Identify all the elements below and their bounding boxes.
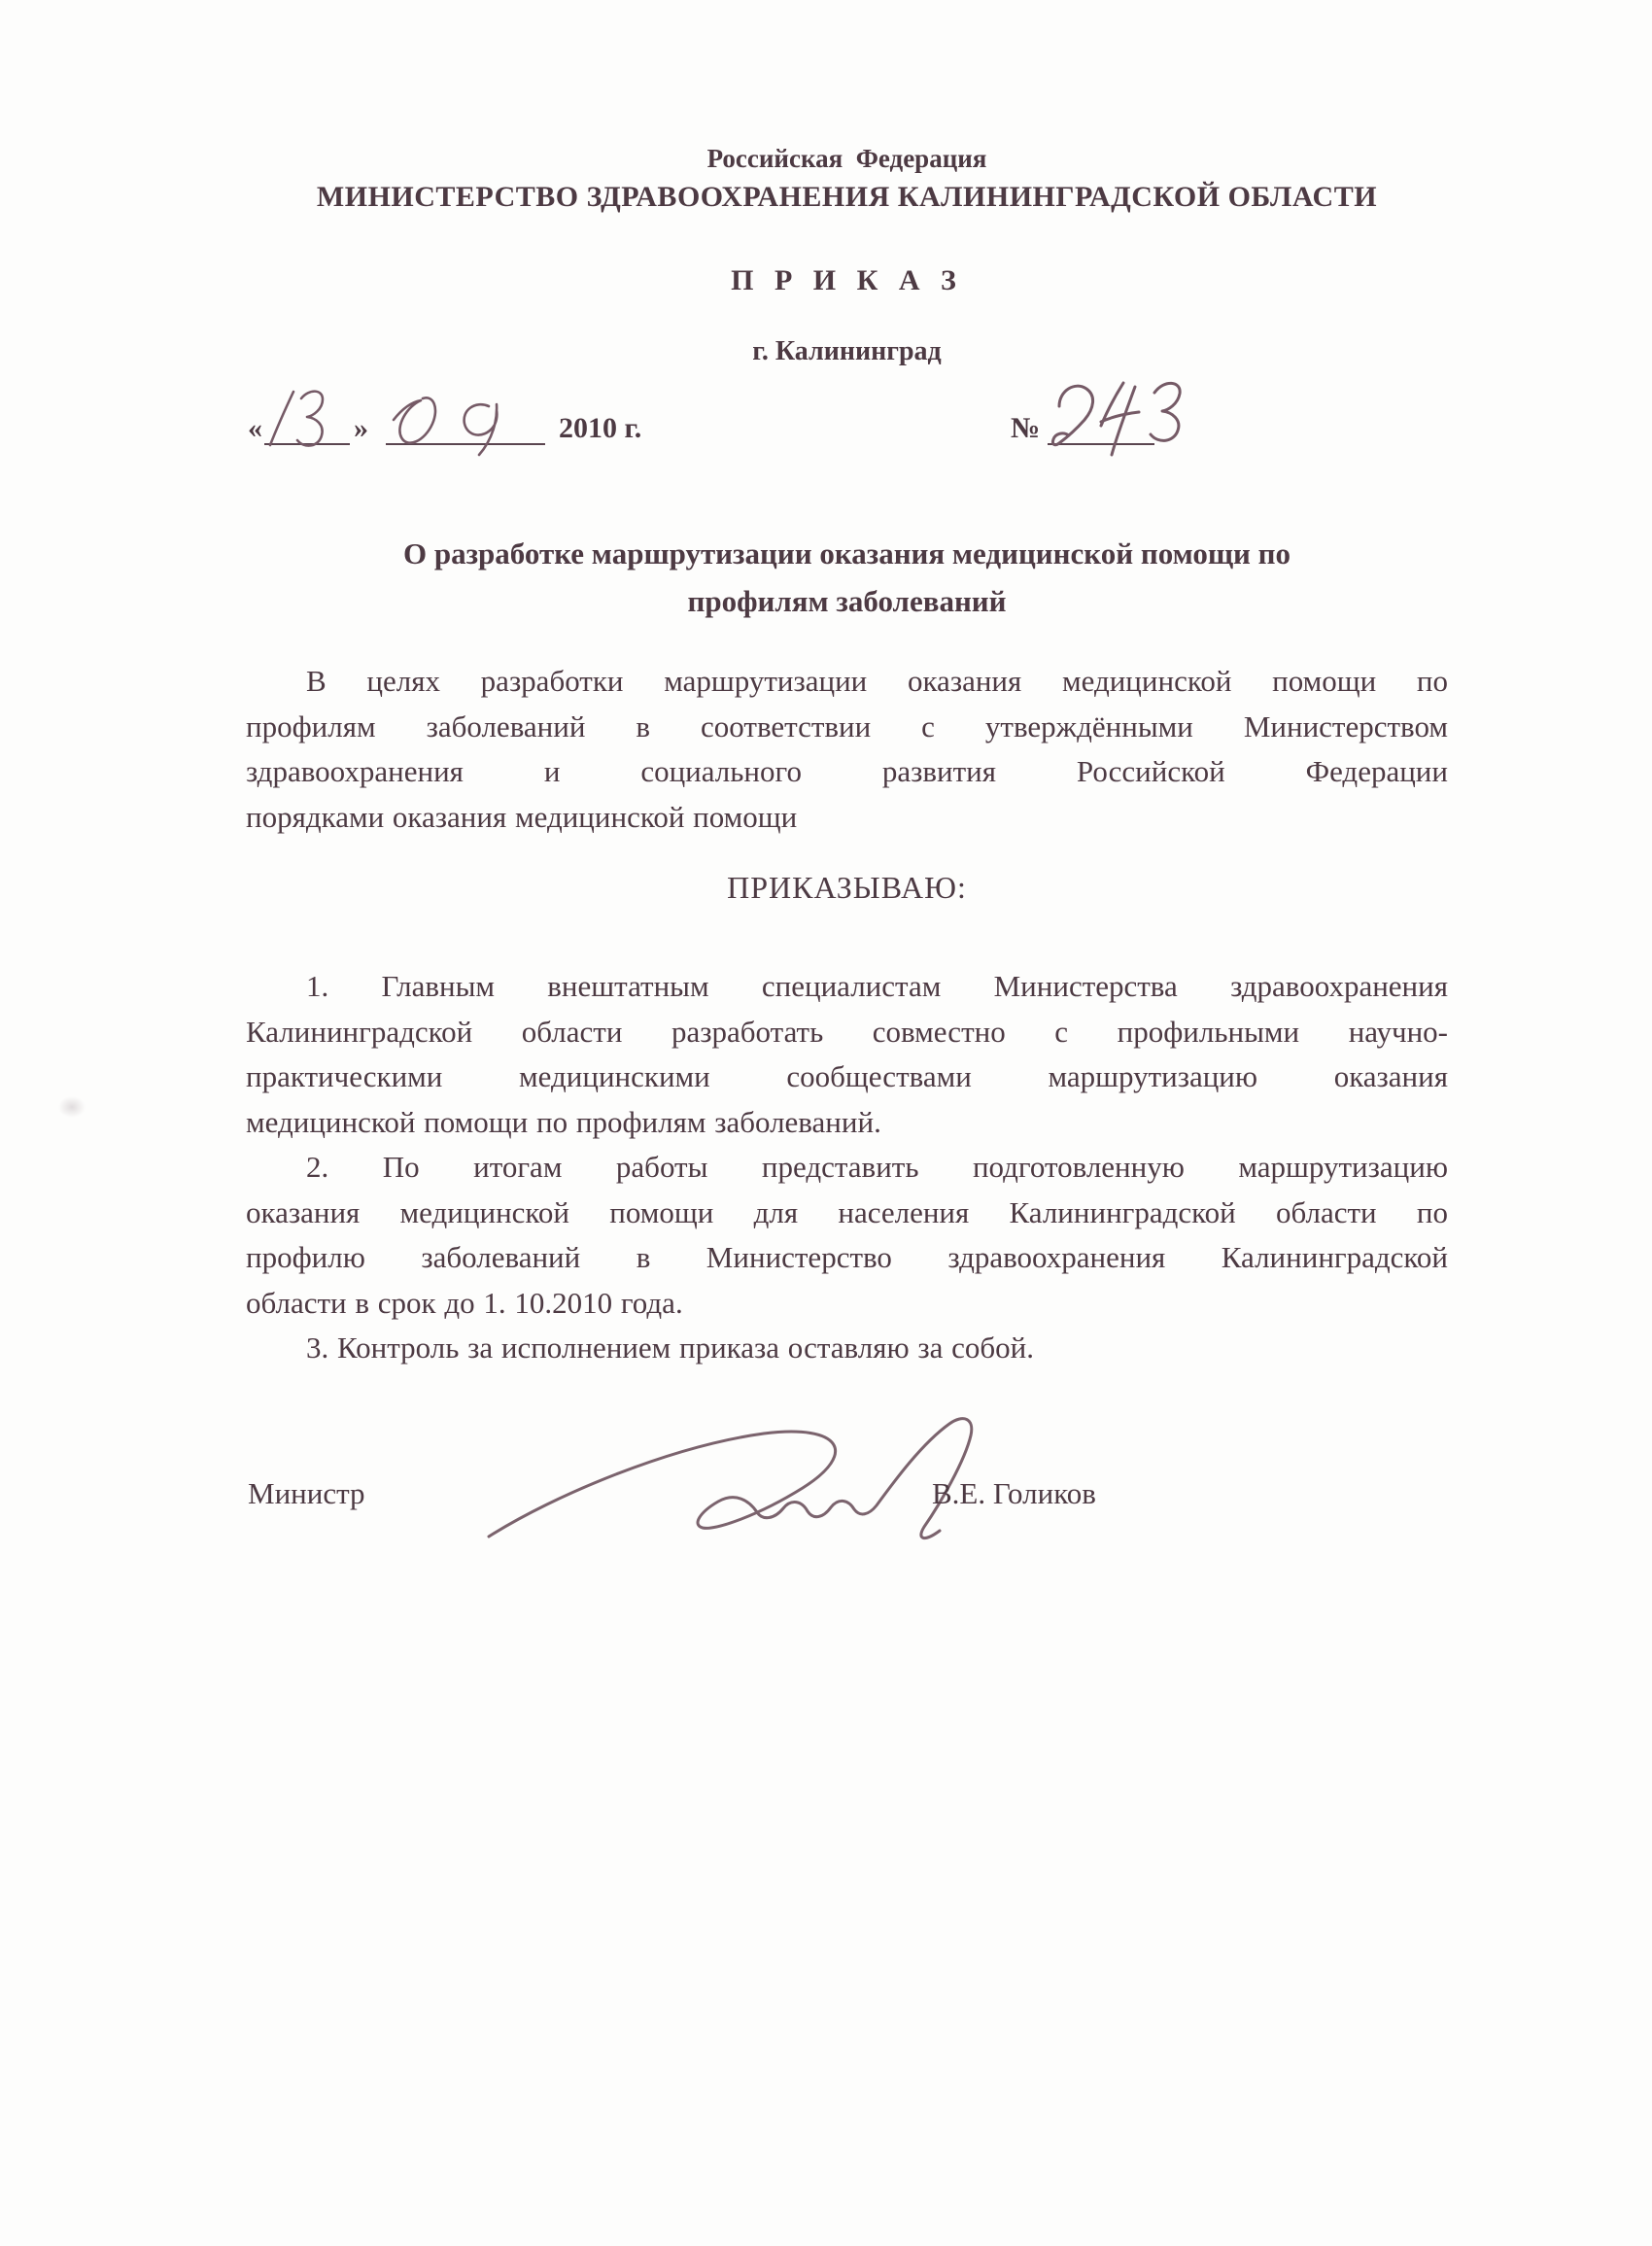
item-line: 3. Контроль за исполнением приказа оставляю за собой. — [306, 1330, 1035, 1365]
preamble-line: В целях разработки маршрутизации оказания медицинской помощи по — [306, 664, 1448, 698]
item-line: медицинской помощи по профилям заболеваний. — [246, 1104, 881, 1139]
quote-open-mark: « — [248, 412, 262, 444]
date-number-row — [246, 406, 1448, 445]
order-title — [246, 530, 1448, 625]
signer-name: В.Е. Голиков — [932, 1476, 1096, 1510]
year-label: 2010 г. — [559, 412, 642, 444]
month-underline — [386, 410, 545, 445]
header-ministry: МИНИСТЕРСТВО ЗДРАВООХРАНЕНИЯ КАЛИНИНГРАДСКОЙ ОБЛАСТИ — [316, 181, 1378, 213]
item-line: 2. По итогам работы представить подготовленную маршрутизацию — [306, 1150, 1448, 1184]
item-line: области в срок до 1. 10.2010 года. — [246, 1285, 683, 1320]
item-line: 1. Главным внештатным специалистам Министерства здравоохранения — [306, 969, 1448, 1003]
order-word: ПРИКАЗЫВАЮ: — [727, 870, 967, 905]
preamble-line: порядками оказания медицинской помощи — [246, 799, 798, 834]
item-line: практическими медицинскими сообществами маршрутизацию оказания — [246, 1059, 1448, 1093]
preamble-line: здравоохранения и социального развития Российской Федерации — [246, 754, 1448, 788]
handwritten-day — [260, 387, 358, 451]
handwritten-month — [388, 385, 553, 457]
number-underline — [1048, 410, 1154, 445]
header-country: Российская Федерация — [706, 144, 987, 173]
document-body — [246, 0, 1448, 2246]
number-sign: № — [1011, 412, 1041, 444]
number-field — [1011, 410, 1154, 445]
header-doc-type: П Р И К А З — [731, 264, 963, 296]
order-item-2 — [246, 1145, 1448, 1326]
handwritten-number — [1040, 373, 1195, 459]
order-title-line-1: О разработке маршрутизации оказания медицинской помощи по — [403, 536, 1291, 570]
item-line: профилю заболеваний в Министерство здравоохранения Калининградской — [246, 1240, 1448, 1274]
signer-position: Министр — [248, 1476, 365, 1510]
signature-block — [246, 1463, 1448, 1579]
preamble-line: профилям заболеваний в соответствии с утверждёнными Министерством — [246, 708, 1448, 743]
header-city: г. Калининград — [752, 336, 942, 366]
item-line: Калининградской области разработать совместно с профильными научно- — [246, 1014, 1448, 1049]
date-field — [248, 410, 641, 445]
item-line: оказания медицинской помощи для населения Калининградской области по — [246, 1194, 1448, 1229]
quote-close-mark: » — [354, 412, 368, 444]
order-items — [246, 964, 1448, 1371]
day-underline — [264, 410, 350, 445]
preamble-paragraph — [246, 659, 1448, 840]
order-item-1 — [246, 964, 1448, 1145]
scan-artifact — [58, 1096, 86, 1118]
order-item-3 — [246, 1326, 1448, 1371]
order-title-line-2: профилям заболеваний — [687, 584, 1007, 618]
